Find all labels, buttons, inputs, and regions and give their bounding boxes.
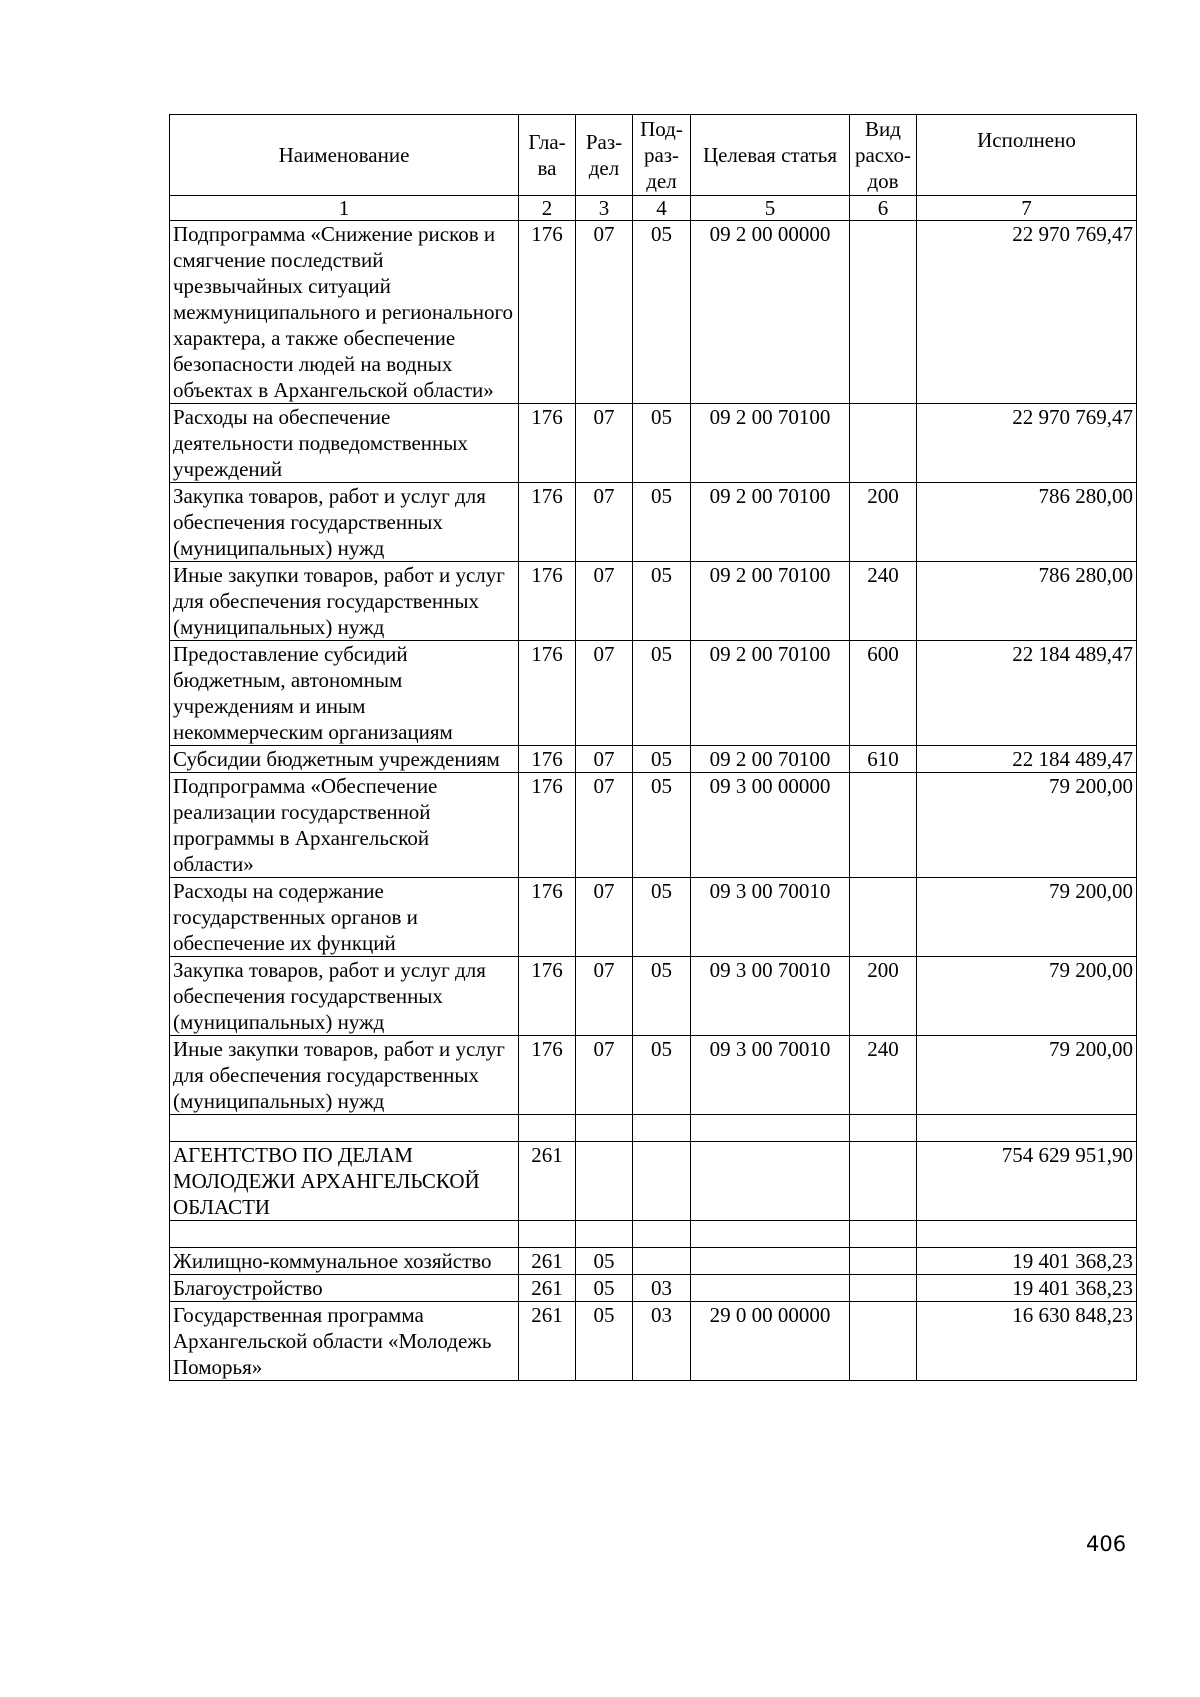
row-target-article: 09 2 00 70100 [691,562,850,641]
row-amount: 22 970 769,47 [917,221,1137,404]
row-name: Государственная программа Архангельской области «Молодежь Поморья» [170,1302,519,1381]
row-podrazdel: 05 [633,957,691,1036]
row-amount: 79 200,00 [917,1036,1137,1115]
row-target-article: 09 2 00 70100 [691,641,850,746]
column-number: 2 [519,196,576,221]
column-number: 4 [633,196,691,221]
row-target-article [691,1275,850,1302]
row-expense-type: 200 [850,483,917,562]
row-expense-type [850,1248,917,1275]
row-glava: 176 [519,221,576,404]
row-name [170,1115,519,1142]
row-glava: 176 [519,404,576,483]
row-glava: 176 [519,957,576,1036]
row-target-article [691,1248,850,1275]
row-name: Предоставление субсидий бюджетным, автономным учреждениям и иным некоммерческим организациям [170,641,519,746]
row-glava: 261 [519,1302,576,1381]
row-expense-type [850,1275,917,1302]
row-amount: 16 630 848,23 [917,1302,1137,1381]
header-expense-type: Вид расхо- дов [850,115,917,196]
row-glava [519,1221,576,1248]
row-name: Расходы на обеспечение деятельности подведомственных учреждений [170,404,519,483]
empty-row [170,1115,1137,1142]
row-amount [917,1115,1137,1142]
row-amount: 22 184 489,47 [917,641,1137,746]
row-expense-type: 240 [850,1036,917,1115]
row-razdel: 07 [576,641,633,746]
row-razdel: 07 [576,483,633,562]
row-name: Иные закупки товаров, работ и услуг для обеспечения государственных (муниципальных) нужд [170,1036,519,1115]
row-glava: 261 [519,1142,576,1221]
header-podrazdel: Под- раз- дел [633,115,691,196]
row-amount: 22 184 489,47 [917,746,1137,773]
row-target-article: 09 3 00 00000 [691,773,850,878]
row-razdel: 05 [576,1248,633,1275]
row-amount: 22 970 769,47 [917,404,1137,483]
row-target-article: 09 2 00 00000 [691,221,850,404]
header-razdel: Раз- дел [576,115,633,196]
header-target-article: Целевая статья [691,115,850,196]
column-number: 5 [691,196,850,221]
header-executed: Исполнено [917,115,1137,196]
column-number: 3 [576,196,633,221]
table-row [170,957,1137,1036]
row-glava: 176 [519,483,576,562]
table-row [170,1302,1137,1381]
row-glava [519,1115,576,1142]
table-row [170,562,1137,641]
row-target-article: 09 2 00 70100 [691,404,850,483]
row-razdel: 07 [576,957,633,1036]
row-name: Подпрограмма «Обеспечение реализации государственной программы в Архангельской области» [170,773,519,878]
row-glava: 176 [519,641,576,746]
budget-table [169,114,1137,1381]
table-row [170,1275,1137,1302]
row-target-article [691,1221,850,1248]
row-razdel: 05 [576,1302,633,1381]
column-number: 1 [170,196,519,221]
column-number-row [170,196,1137,221]
row-target-article [691,1115,850,1142]
row-name: Субсидии бюджетным учреждениям [170,746,519,773]
row-razdel: 07 [576,773,633,878]
row-name: Иные закупки товаров, работ и услуг для обеспечения государственных (муниципальных) нужд [170,562,519,641]
row-expense-type: 610 [850,746,917,773]
row-amount [917,1221,1137,1248]
row-podrazdel: 05 [633,404,691,483]
row-name: Благоустройство [170,1275,519,1302]
row-amount: 786 280,00 [917,562,1137,641]
row-razdel [576,1115,633,1142]
row-expense-type [850,878,917,957]
row-podrazdel: 03 [633,1275,691,1302]
row-podrazdel [633,1221,691,1248]
row-glava: 261 [519,1275,576,1302]
header-name: Наименование [170,115,519,196]
row-razdel: 07 [576,562,633,641]
column-number: 7 [917,196,1137,221]
row-razdel [576,1221,633,1248]
table-row [170,483,1137,562]
row-razdel: 07 [576,404,633,483]
row-target-article: 09 2 00 70100 [691,483,850,562]
row-expense-type [850,1142,917,1221]
row-name: АГЕНТСТВО ПО ДЕЛАМ МОЛОДЕЖИ АРХАНГЕЛЬСКОЙ ОБЛАСТИ [170,1142,519,1221]
row-name: Жилищно-коммунальное хозяйство [170,1248,519,1275]
row-glava: 176 [519,562,576,641]
table-row [170,1036,1137,1115]
row-amount: 19 401 368,23 [917,1248,1137,1275]
row-podrazdel [633,1248,691,1275]
row-expense-type: 600 [850,641,917,746]
row-amount: 79 200,00 [917,957,1137,1036]
row-podrazdel: 05 [633,641,691,746]
page-number: 406 [1086,1532,1127,1556]
row-glava: 176 [519,746,576,773]
row-expense-type [850,1115,917,1142]
row-name [170,1221,519,1248]
row-podrazdel: 05 [633,221,691,404]
row-name: Закупка товаров, работ и услуг для обеспечения государственных (муниципальных) нужд [170,957,519,1036]
row-name: Закупка товаров, работ и услуг для обеспечения государственных (муниципальных) нужд [170,483,519,562]
table-row [170,746,1137,773]
table-row [170,1248,1137,1275]
row-name: Подпрограмма «Снижение рисков и смягчение последствий чрезвычайных ситуаций межмуниципального и регионального характера, а также обеспечение безопасности людей на водных объектах в Архангельской области» [170,221,519,404]
column-number: 6 [850,196,917,221]
row-glava: 261 [519,1248,576,1275]
row-amount: 786 280,00 [917,483,1137,562]
table-row [170,641,1137,746]
row-target-article: 09 3 00 70010 [691,878,850,957]
row-glava: 176 [519,773,576,878]
row-amount: 79 200,00 [917,773,1137,878]
row-target-article: 29 0 00 00000 [691,1302,850,1381]
row-podrazdel [633,1142,691,1221]
row-podrazdel [633,1115,691,1142]
row-razdel: 05 [576,1275,633,1302]
row-expense-type: 200 [850,957,917,1036]
row-name: Расходы на содержание государственных органов и обеспечение их функций [170,878,519,957]
row-razdel [576,1142,633,1221]
row-expense-type [850,404,917,483]
row-razdel: 07 [576,878,633,957]
row-target-article: 09 3 00 70010 [691,957,850,1036]
header-glava: Гла- ва [519,115,576,196]
row-podrazdel: 05 [633,483,691,562]
row-glava: 176 [519,1036,576,1115]
row-target-article: 09 2 00 70100 [691,746,850,773]
row-amount: 19 401 368,23 [917,1275,1137,1302]
row-podrazdel: 05 [633,562,691,641]
row-glava: 176 [519,878,576,957]
row-amount: 79 200,00 [917,878,1137,957]
table-row [170,878,1137,957]
row-expense-type [850,1302,917,1381]
row-razdel: 07 [576,1036,633,1115]
table-row [170,773,1137,878]
empty-row [170,1221,1137,1248]
table-row [170,1142,1137,1221]
row-expense-type: 240 [850,562,917,641]
row-razdel: 07 [576,746,633,773]
row-razdel: 07 [576,221,633,404]
row-podrazdel: 05 [633,1036,691,1115]
row-expense-type [850,221,917,404]
row-target-article: 09 3 00 70010 [691,1036,850,1115]
row-podrazdel: 05 [633,746,691,773]
table-row [170,404,1137,483]
row-podrazdel: 05 [633,878,691,957]
row-podrazdel: 03 [633,1302,691,1381]
row-podrazdel: 05 [633,773,691,878]
row-amount: 754 629 951,90 [917,1142,1137,1221]
header-row [170,115,1137,196]
table-row [170,221,1137,404]
row-expense-type [850,773,917,878]
row-target-article [691,1142,850,1221]
row-expense-type [850,1221,917,1248]
